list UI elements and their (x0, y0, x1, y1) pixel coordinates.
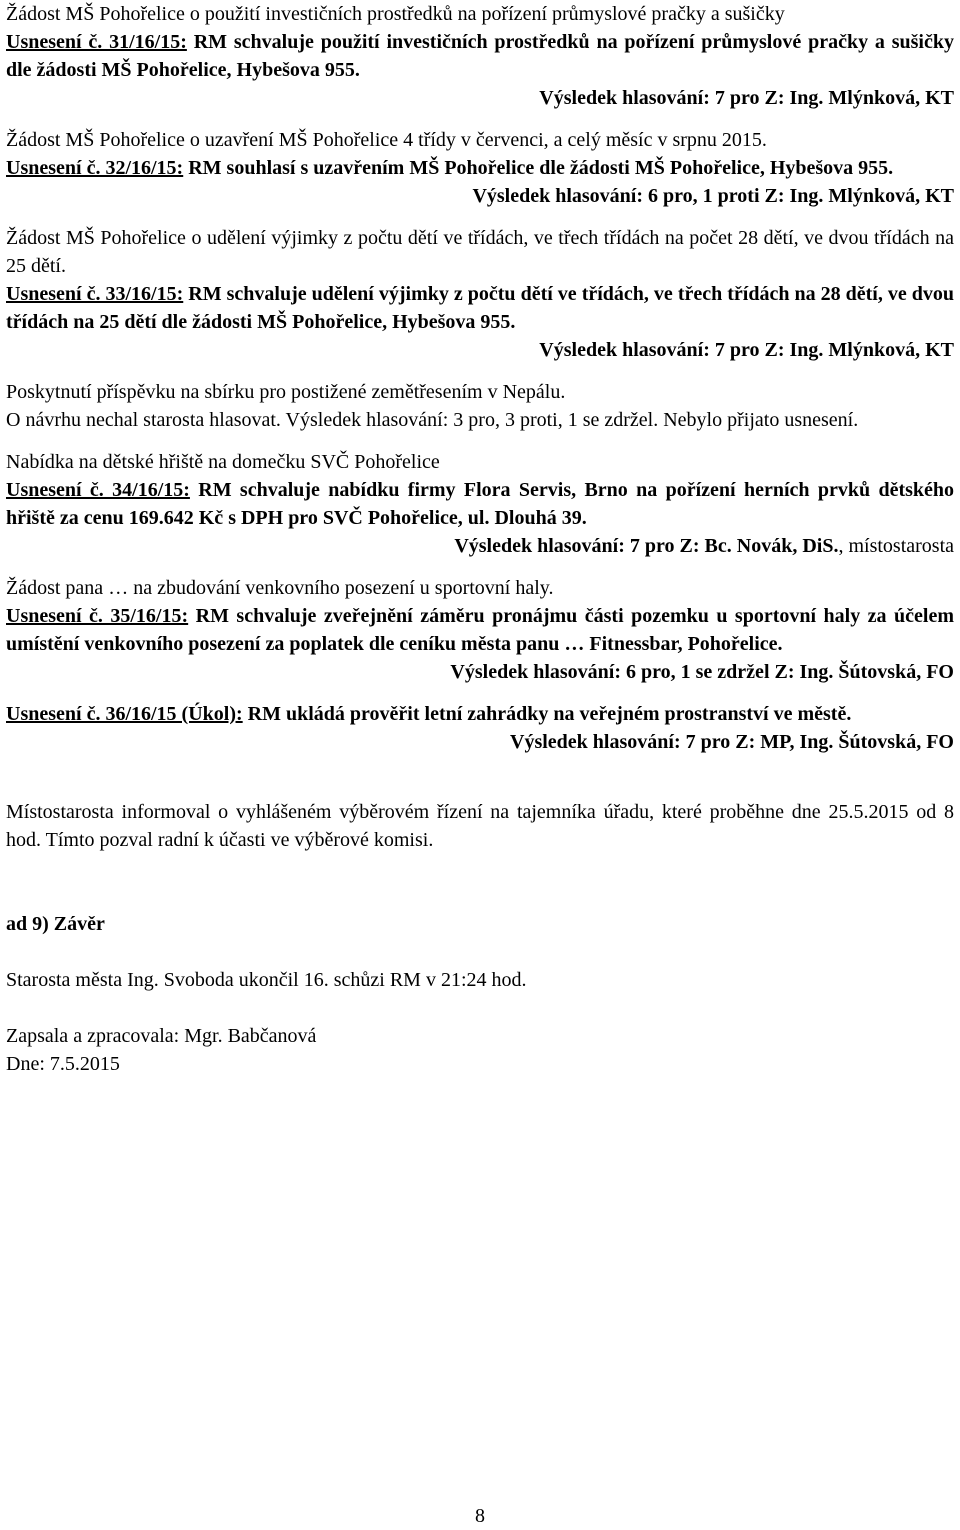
spacer (6, 434, 954, 448)
resolution-paragraph (6, 700, 954, 728)
resolution-text: RM ukládá prověřit letní zahrádky na veřejném prostranství ve městě. (242, 703, 852, 725)
resolution-number: Usnesení č. 33/16/15: (6, 283, 184, 305)
request-text: Žádost MŠ Pohořelice o použití investičních prostředků na pořízení průmyslové pračky a sušičky (6, 3, 785, 25)
closing-text: Starosta města Ing. Svoboda ukončil 16. schůzi RM v 21:24 hod. (6, 969, 527, 991)
request-text: Žádost MŠ Pohořelice o udělení výjimky z počtu dětí ve třídách, ve třech třídách na počet 28 dětí, ve dvou třídách na 25 dětí. (6, 227, 954, 277)
vote-result: Výsledek hlasování: 6 pro, 1 se zdržel Z: Ing. Šútovská, FO (450, 661, 954, 683)
spacer (6, 560, 954, 574)
request-text: Žádost pana … na zbudování venkovního posezení u sportovní haly. (6, 577, 554, 599)
vote-result-role: , místostarosta (838, 535, 954, 557)
info-paragraph: Místostarosta informoval o vyhlášeném výběrovém řízení na tajemníka úřadu, které proběhne dne 25.5.2015 od 8 hod. Tímto pozval radní k účasti ve výběrové komisi. (6, 801, 954, 851)
resolution-number: Usnesení č. 32/16/15: (6, 157, 184, 179)
resolution-text: RM schvaluje zveřejnění záměru pronájmu části pozemku u sportovní haly za účelem umístění venkovního posezení za poplatek dle ceníku města panu … Fitnessbar, Pohořelice. (6, 605, 954, 655)
spacer (6, 938, 954, 966)
resolution-paragraph (6, 28, 954, 84)
resolution-paragraph (6, 476, 954, 532)
request-text: Nabídka na dětské hřiště na domečku SVČ Pohořelice (6, 451, 440, 473)
spacer (6, 210, 954, 224)
page-number: 8 (475, 1505, 485, 1527)
resolution-text: RM schvaluje udělení výjimky z počtu dětí ve třídách, ve třech třídách na 28 dětí, ve dvou třídách na 25 dětí dle žádosti MŠ Pohořelice, Hybešova 955. (6, 283, 954, 333)
resolution-text: RM schvaluje nabídku firmy Flora Servis, Brno na pořízení herních prvků dětského hřiště za cenu 169.642 Kč s DPH pro SVČ Pohořelice, ul. Dlouhá 39. (6, 479, 955, 529)
resolution-number: Usnesení č. 36/16/15 (Úkol): (6, 703, 243, 725)
closing-heading: ad 9) Závěr (6, 913, 105, 935)
resolution-number: Usnesení č. 31/16/15: (6, 31, 187, 53)
resolution-paragraph (6, 280, 954, 336)
spacer (6, 364, 954, 378)
resolution-number: Usnesení č. 34/16/15: (6, 479, 190, 501)
vote-result: Výsledek hlasování: 6 pro, 1 proti Z: Ing. Mlýnková, KT (472, 185, 954, 207)
donation-topic: Poskytnutí příspěvku na sbírku pro postižené zemětřesením v Nepálu. (6, 381, 566, 403)
document-page (6, 0, 954, 1078)
document-date: Dne: 7.5.2015 (6, 1053, 120, 1075)
vote-result (6, 532, 954, 560)
resolution-number: Usnesení č. 35/16/15: (6, 605, 189, 627)
request-text: Žádost MŠ Pohořelice o uzavření MŠ Pohořelice 4 třídy v červenci, a celý měsíc v srpnu 2015. (6, 129, 767, 151)
spacer (6, 686, 954, 700)
vote-result-bold: Výsledek hlasování: 7 pro Z: Bc. Novák, DiS. (454, 535, 839, 557)
resolution-paragraph (6, 154, 954, 182)
spacer (6, 854, 954, 910)
vote-result: Výsledek hlasování: 7 pro Z: Ing. Mlýnková, KT (539, 339, 954, 361)
spacer (6, 994, 954, 1022)
vote-result: Výsledek hlasování: 7 pro Z: Ing. Mlýnková, KT (539, 87, 954, 109)
vote-result: Výsledek hlasování: 7 pro Z: MP, Ing. Šútovská, FO (510, 731, 954, 753)
recorded-by: Zapsala a zpracovala: Mgr. Babčanová (6, 1025, 317, 1047)
donation-vote: O návrhu nechal starosta hlasovat. Výsledek hlasování: 3 pro, 3 proti, 1 se zdržel. Nebylo přijato usnesení. (6, 409, 859, 431)
spacer (6, 756, 954, 798)
resolution-paragraph (6, 602, 954, 658)
spacer (6, 112, 954, 126)
resolution-text: RM schvaluje použití investičních prostředků na pořízení průmyslové pračky a sušičky dle žádosti MŠ Pohořelice, Hybešova 955. (6, 31, 954, 81)
resolution-text: RM souhlasí s uzavřením MŠ Pohořelice dle žádosti MŠ Pohořelice, Hybešova 955. (183, 157, 894, 179)
